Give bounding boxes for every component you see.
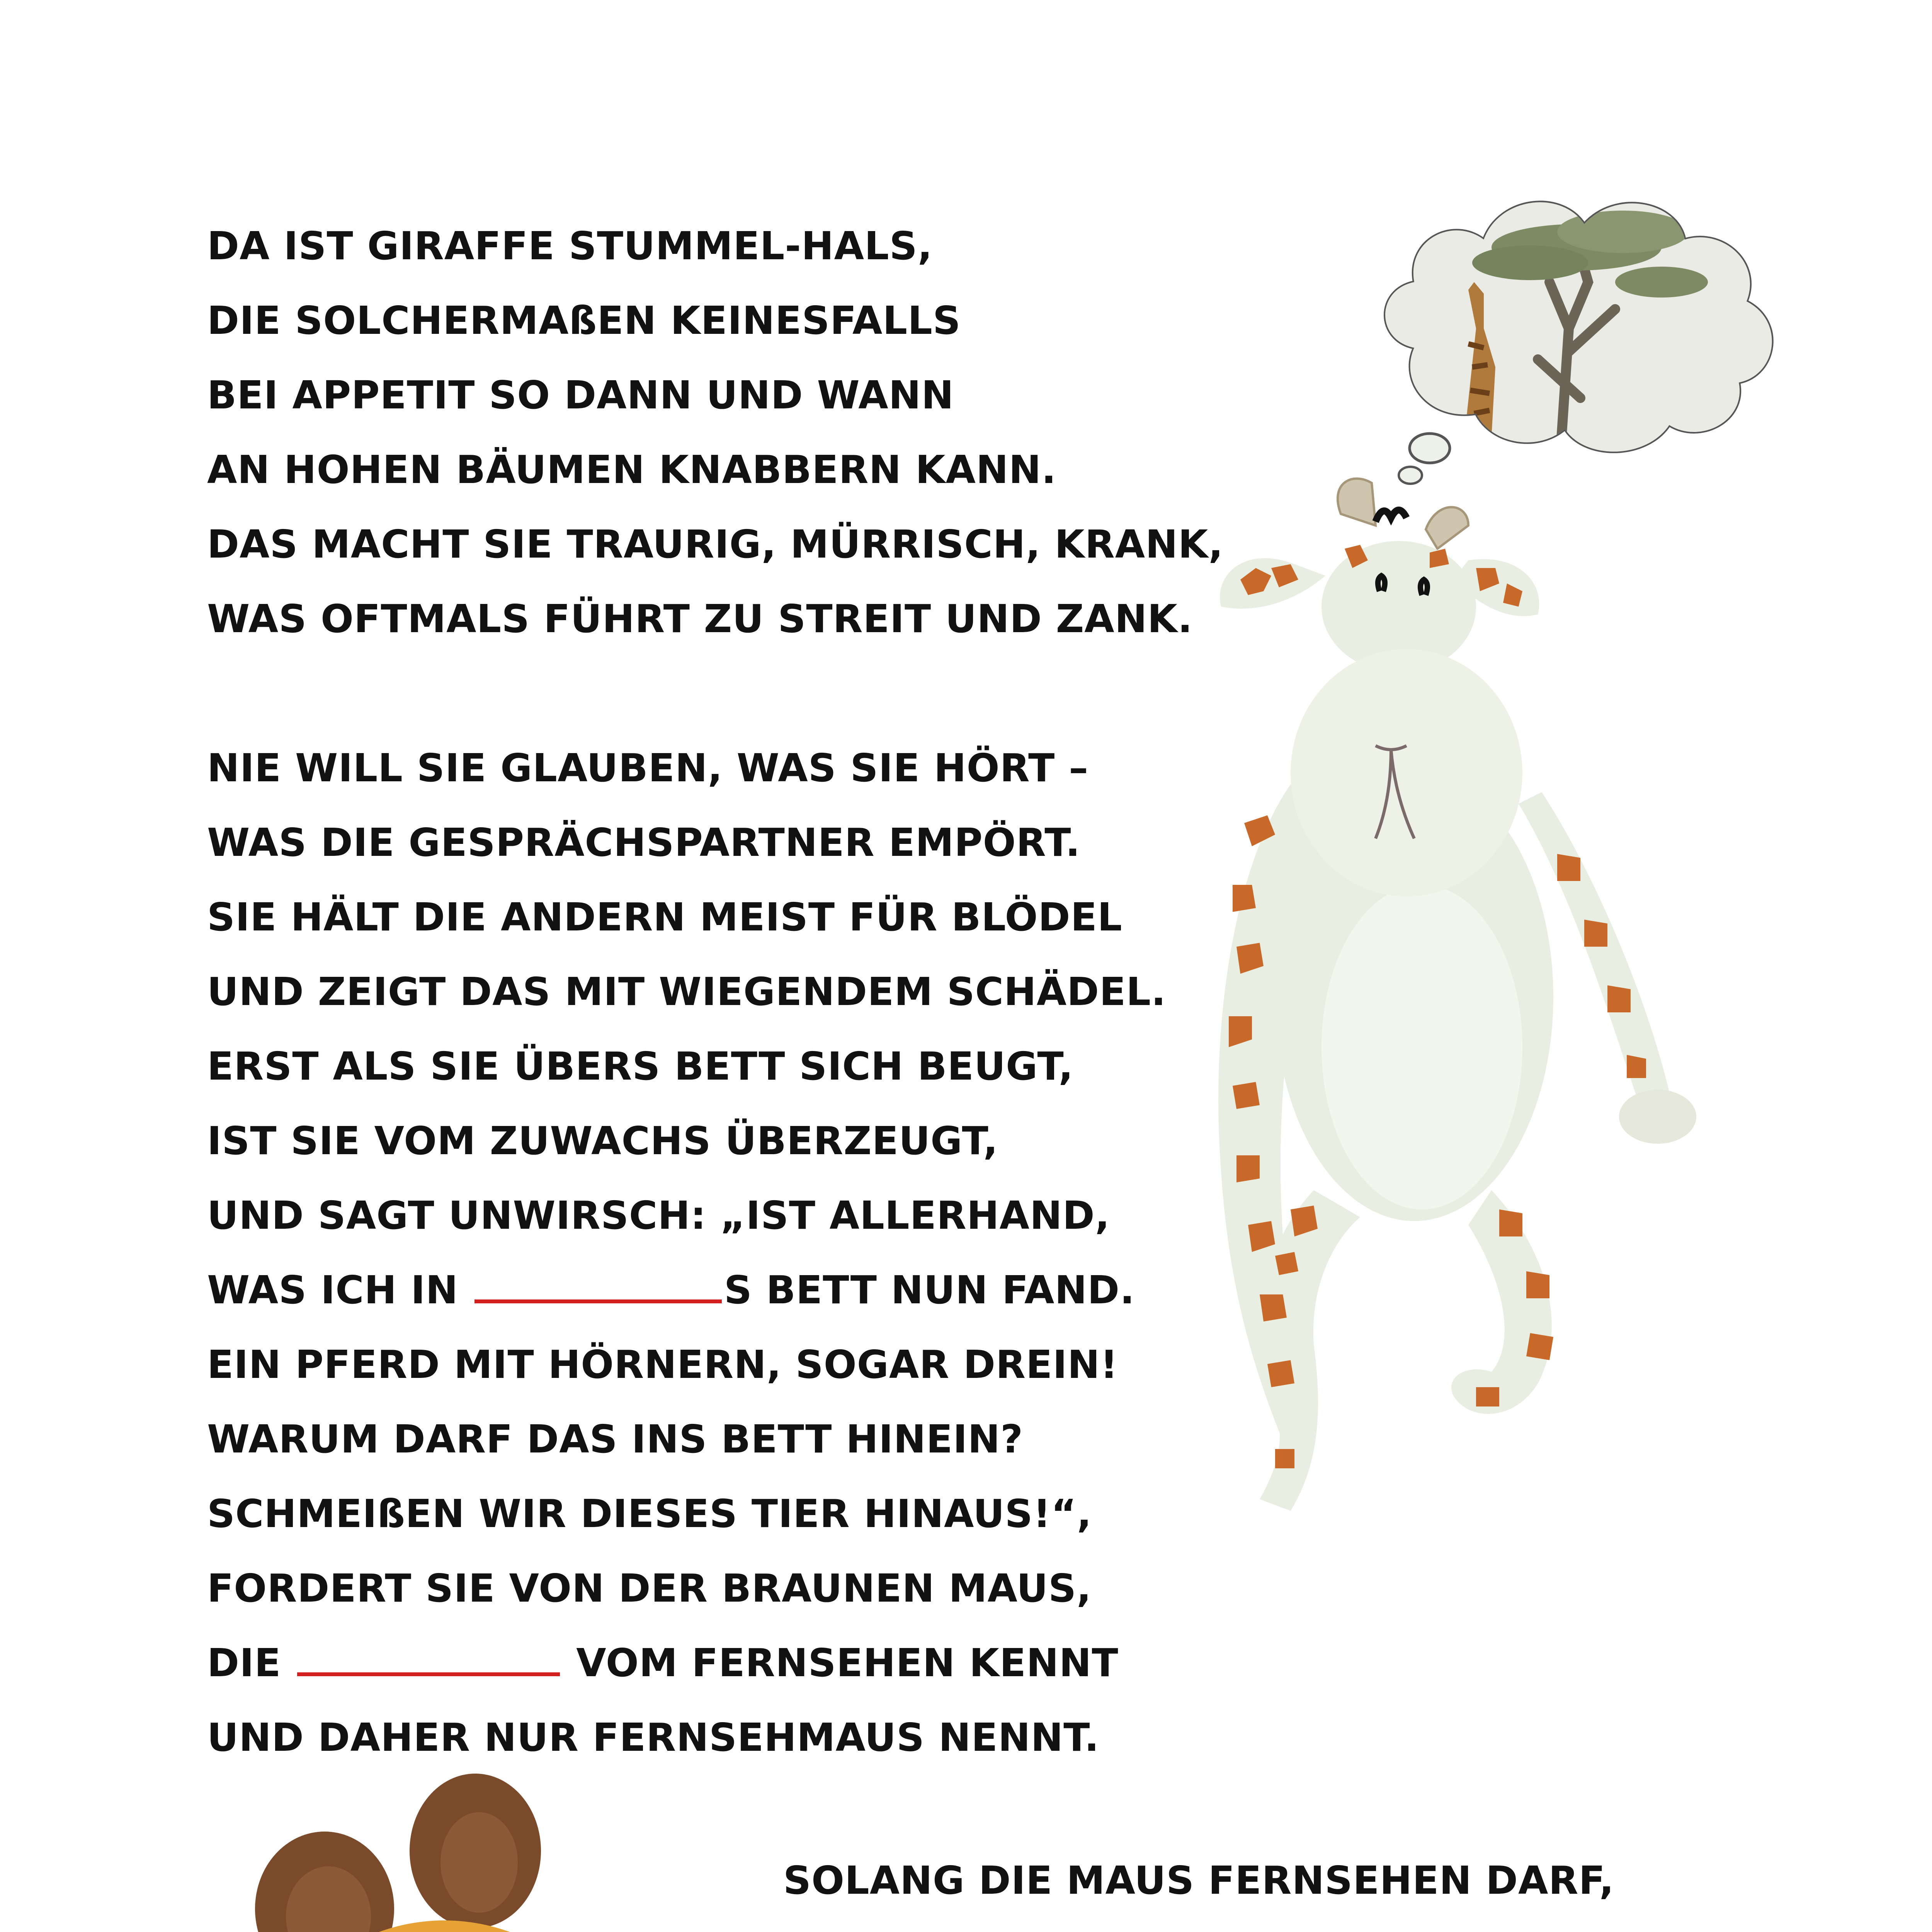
poem-stanza-2 xyxy=(783,1843,1763,1932)
stanza-break xyxy=(207,656,1223,731)
poem-line-with-blank xyxy=(207,1253,1223,1327)
poem-line: SIE HÄLT DIE ANDERN MEIST FÜR BLÖDEL xyxy=(207,895,1122,940)
poem-line: UND ZEIGT DAS MIT WIEGENDEM SCHÄDEL. xyxy=(207,969,1167,1014)
fill-in-blank[interactable] xyxy=(297,1641,560,1676)
poem-line: WAS OFTMALS FÜHRT ZU STREIT UND ZANK. xyxy=(207,596,1193,641)
poem-line: FORDERT SIE VON DER BRAUNEN MAUS, xyxy=(207,1566,1092,1611)
poem-line-with-blank xyxy=(207,1626,1223,1700)
poem-line: NIE WILL SIE GLAUBEN, WAS SIE HÖRT – xyxy=(207,745,1089,791)
poem-stanza-1 xyxy=(207,209,1223,1775)
poem-line: WAS DIE GESPRÄCHSPARTNER EMPÖRT. xyxy=(207,820,1081,865)
poem-line: DA IST GIRAFFE STUMMEL-HALS, xyxy=(207,223,933,269)
poem-line: WARUM DARF DAS INS BETT HINEIN? xyxy=(207,1417,1024,1462)
poem-line: ERST ALS SIE ÜBERS BETT SICH BEUGT, xyxy=(207,1044,1074,1089)
poem-line xyxy=(783,1918,1763,1932)
poem-line: DAS MACHT SIE TRAURIG, MÜRRISCH, KRANK, xyxy=(207,522,1224,567)
poem-line: UND DAHER NUR FERNSEHMAUS NENNT. xyxy=(207,1715,1100,1760)
fill-in-blank[interactable] xyxy=(474,1269,722,1303)
poem-text: DIE xyxy=(207,1640,281,1685)
poem-line: AN HOHEN BÄUMEN KNABBERN KANN. xyxy=(207,447,1057,492)
mouse-plush-illustration xyxy=(174,1762,715,1932)
poem-line: SOLANG DIE MAUS FERNSEHEN DARF, xyxy=(783,1858,1614,1903)
poem-line: DIE SOLCHERMAßEN KEINESFALLS xyxy=(207,298,961,343)
poem-line: IST SIE VOM ZUWACHS ÜBERZEUGT, xyxy=(207,1118,998,1163)
poem-text: WAS ICH IN xyxy=(207,1267,459,1313)
giraffe-plush-illustration xyxy=(1159,166,1855,1712)
poem-text: S BETT NUN FAND. xyxy=(724,1267,1135,1313)
poem-line: UND SAGT UNWIRSCH: „IST ALLERHAND, xyxy=(207,1193,1110,1238)
poem-line: BEI APPETIT SO DANN UND WANN xyxy=(207,372,954,418)
poem-line: SCHMEIßEN WIR DIESES TIER HINAUS!“, xyxy=(207,1491,1092,1536)
poem-line: EIN PFERD MIT HÖRNERN, SOGAR DREIN! xyxy=(207,1342,1118,1387)
thought-bubble-icon xyxy=(1376,189,1793,484)
poem-text: VOM FERNSEHEN KENNT xyxy=(576,1640,1119,1685)
